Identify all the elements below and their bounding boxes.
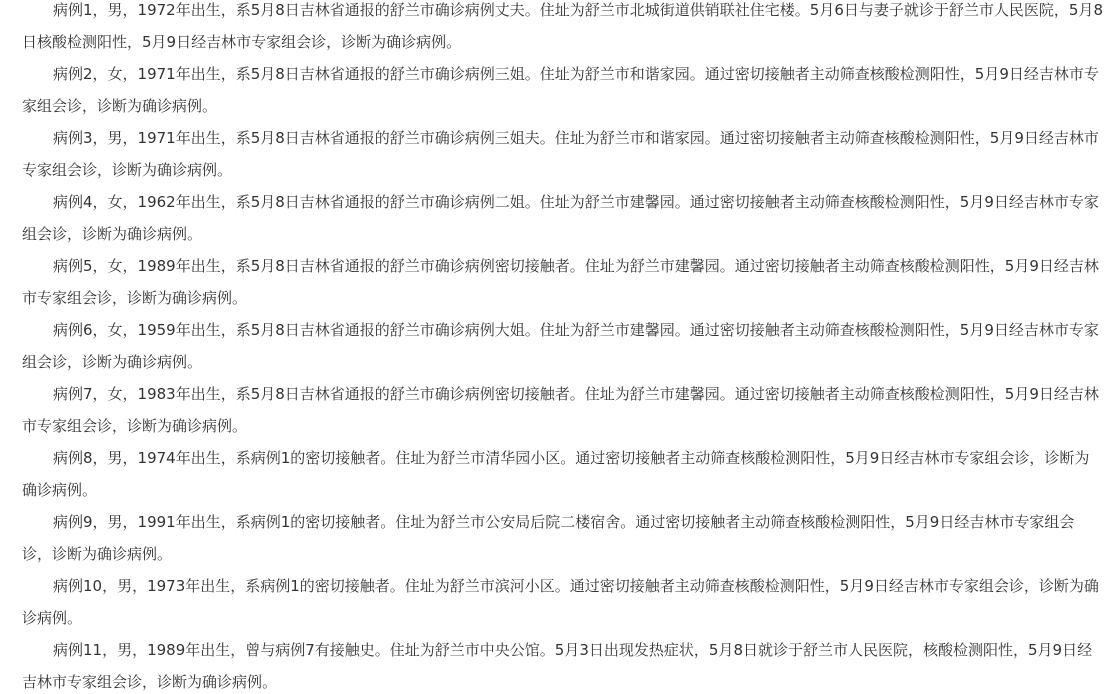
case-paragraph-8: 病例8，男，1974年出生，系病例1的密切接触者。住址为舒兰市清华园小区。通过密切接触者主动筛查核酸检测阳性，5月9日经吉林市专家组会诊，诊断为确诊病例。 bbox=[22, 449, 1090, 499]
case-paragraph-1: 病例1，男，1972年出生，系5月8日吉林省通报的舒兰市确诊病例丈夫。住址为舒兰市北城街道供销联社住宅楼。5月6日与妻子就诊于舒兰市人民医院，5月8日核酸检测阳性，5月9日经吉林市专家组会诊，诊断为确诊病例。 bbox=[22, 1, 1103, 51]
case-paragraph-10: 病例10，男，1973年出生，系病例1的密切接触者。住址为舒兰市滨河小区。通过密切接触者主动筛查核酸检测阳性，5月9日经吉林市专家组会诊，诊断为确诊病例。 bbox=[22, 577, 1099, 627]
case-paragraph-9: 病例9，男，1991年出生，系病例1的密切接触者。住址为舒兰市公安局后院二楼宿舍。通过密切接触者主动筛查核酸检测阳性，5月9日经吉林市专家组会诊，诊断为确诊病例。 bbox=[22, 513, 1075, 563]
case-paragraph-4: 病例4，女，1962年出生，系5月8日吉林省通报的舒兰市确诊病例二姐。住址为舒兰市建馨园。通过密切接触者主动筛查核酸检测阳性，5月9日经吉林市专家组会诊，诊断为确诊病例。 bbox=[22, 193, 1099, 243]
case-paragraph-11: 病例11，男，1989年出生，曾与病例7有接触史。住址为舒兰市中央公馆。5月3日出现发热症状，5月8日就诊于舒兰市人民医院，核酸检测阳性，5月9日经吉林市专家组会诊，诊断为确诊病例。 bbox=[22, 641, 1093, 691]
case-paragraph-6: 病例6，女，1959年出生，系5月8日吉林省通报的舒兰市确诊病例大姐。住址为舒兰市建馨园。通过密切接触者主动筛查核酸检测阳性，5月9日经吉林市专家组会诊，诊断为确诊病例。 bbox=[22, 321, 1099, 371]
case-paragraph-3: 病例3，男，1971年出生，系5月8日吉林省通报的舒兰市确诊病例三姐夫。住址为舒兰市和谐家园。通过密切接触者主动筛查核酸检测阳性，5月9日经吉林市专家组会诊，诊断为确诊病例。 bbox=[22, 129, 1099, 179]
case-paragraph-5: 病例5，女，1989年出生，系5月8日吉林省通报的舒兰市确诊病例密切接触者。住址为舒兰市建馨园。通过密切接触者主动筛查核酸检测阳性，5月9日经吉林市专家组会诊，诊断为确诊病例。 bbox=[22, 257, 1099, 307]
case-paragraph-7: 病例7，女，1983年出生，系5月8日吉林省通报的舒兰市确诊病例密切接触者。住址为舒兰市建馨园。通过密切接触者主动筛查核酸检测阳性，5月9日经吉林市专家组会诊，诊断为确诊病例。 bbox=[22, 385, 1099, 435]
case-paragraph-2: 病例2，女，1971年出生，系5月8日吉林省通报的舒兰市确诊病例三姐。住址为舒兰市和谐家园。通过密切接触者主动筛查核酸检测阳性，5月9日经吉林市专家组会诊，诊断为确诊病例。 bbox=[22, 65, 1099, 115]
